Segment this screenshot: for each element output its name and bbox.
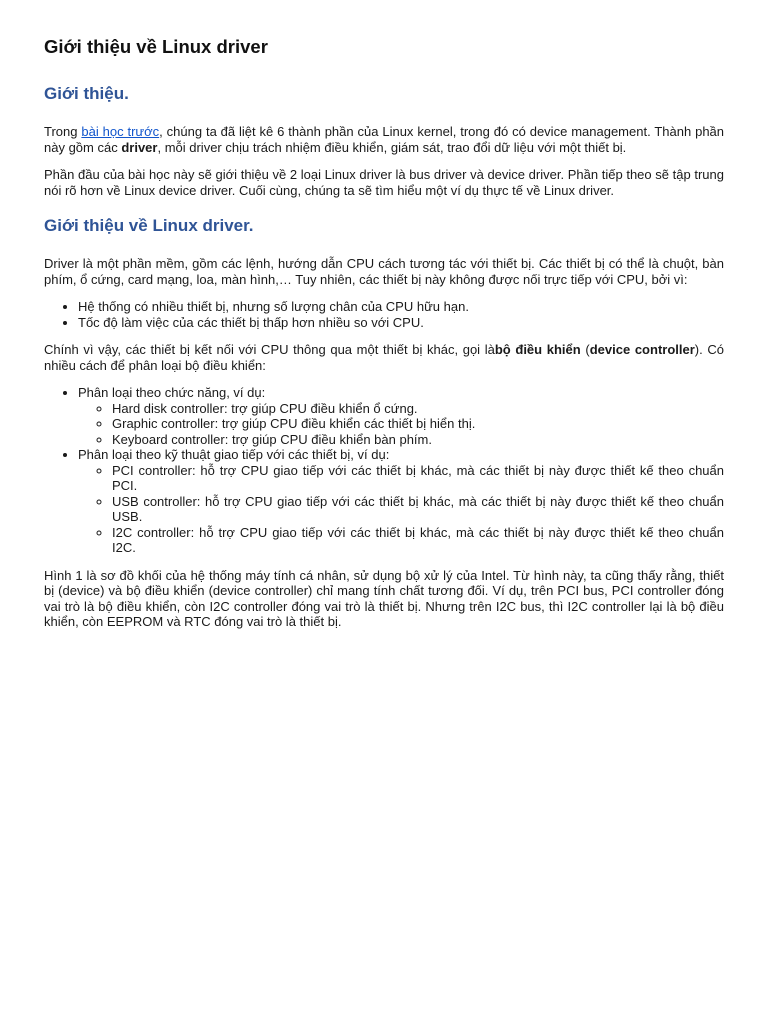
sub-list-item: ◦ USB controller: hỗ trợ CPU giao tiếp với các thiết bị khác, mà các thiết bị này được thiết kế theo chuẩn USB.	[112, 494, 724, 525]
text: ). Có nhiều cách để phân loại bộ điều khiển:	[44, 342, 724, 373]
list-item	[78, 447, 724, 556]
driver-paragraph-1: Driver là một phần mềm, gồm các lệnh, hướng dẫn CPU cách tương tác với thiết bị. Các thiết bị có thể là chuột, bàn phím, ổ cứng, card mạng, loa, màn hình,… Tuy nhiên, các thiết bị này không được nối trực tiếp với CPU, bởi vì:	[44, 256, 724, 287]
classification-list	[44, 385, 724, 556]
bold-text: driver	[121, 139, 158, 155]
sub-list	[78, 463, 724, 556]
bold-text: bộ điều khiển	[494, 342, 581, 357]
sub-list-item: ◦ I2C controller: hỗ trợ CPU giao tiếp với các thiết bị khác, mà các thiết bị này được thiết kế theo chuẩn I2C.	[112, 525, 724, 556]
bold-text: device controller	[589, 342, 695, 357]
text: Trong	[44, 124, 82, 139]
sub-list	[78, 401, 724, 448]
section-heading-linux-driver: Giới thiệu về Linux driver.	[44, 216, 254, 235]
previous-lesson-link[interactable]: bài học trước	[81, 124, 160, 139]
sub-list-item: ◦ PCI controller: hỗ trợ CPU giao tiếp với các thiết bị khác, mà các thiết bị này được thiết kế theo chuẩn PCI.	[112, 463, 724, 494]
sub-list-item: ◦ Hard disk controller: trợ giúp CPU điều khiển ổ cứng.	[112, 401, 724, 417]
list-item: • Tốc độ làm việc của các thiết bị thấp hơn nhiều so với CPU.	[78, 315, 724, 331]
list-item-label: Phân loại theo chức năng, ví dụ:	[78, 385, 266, 400]
text: , mỗi driver chịu trách nhiệm điều khiển, giám sát, trao đổi dữ liệu với một thiết bị.	[157, 139, 627, 155]
text: Chính vì vậy, các thiết bị kết nối với CPU thông qua một thiết bị khác, gọi là	[44, 342, 495, 357]
list-item	[78, 385, 724, 447]
driver-paragraph-3: Hình 1 là sơ đồ khối của hệ thống máy tính cá nhân, sử dụng bộ xử lý của Intel. Từ hình này, ta cũng thấy rằng, thiết bị (device) và bộ điều khiển (device controller) chỉ mang tính chất tương đối. Ví dụ, trên PCI bus, PCI controller đóng vai trò là bộ điều khiển, còn I2C controller đóng vai trò là thiết bị. Nhưng trên I2C bus, thì I2C controller lại là bộ điều khiển, còn EEPROM và RTC đóng vai trò là thiết bị.	[44, 567, 724, 629]
sub-list-item: ◦ Keyboard controller: trợ giúp CPU điều khiển bàn phím.	[112, 432, 724, 448]
document-page	[44, 36, 724, 642]
text: , chúng ta đã liệt kê 6 thành phần của Linux kernel, trong đó có device management. Thành phần này gồm các	[44, 124, 725, 155]
sub-list-item: ◦ Graphic controller: trợ giúp CPU điều khiển các thiết bị hiển thị.	[112, 416, 724, 432]
page-title: Giới thiệu về Linux driver	[44, 36, 268, 57]
intro-paragraph-2: Phần đầu của bài học này sẽ giới thiệu về 2 loại Linux driver là bus driver và device driver. Phần tiếp theo sẽ tập trung nói rõ hơn về Linux device driver. Cuối cùng, chúng ta sẽ tìm hiểu một ví dụ thực tế về Linux driver.	[44, 167, 724, 198]
reasons-list	[44, 299, 724, 330]
intro-paragraph-1	[44, 124, 724, 155]
section-heading-intro: Giới thiệu.	[44, 84, 129, 103]
driver-paragraph-2	[44, 342, 724, 373]
list-item-label: Phân loại theo kỹ thuật giao tiếp với các thiết bị, ví dụ:	[78, 447, 390, 462]
text: (	[580, 342, 590, 357]
list-item: • Hệ thống có nhiều thiết bị, nhưng số lượng chân của CPU hữu hạn.	[78, 299, 724, 315]
